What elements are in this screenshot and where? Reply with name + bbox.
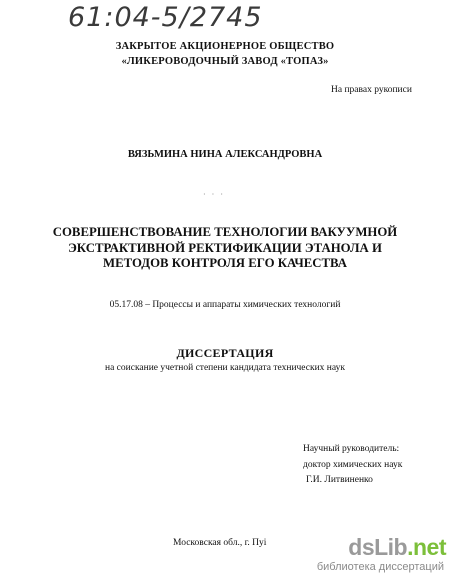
dissertation-title <box>0 225 450 272</box>
title-line: СОВЕРШЕНСТВОВАНИЕ ТЕХНОЛОГИИ ВАКУУМНОЙ <box>52 225 398 239</box>
city-line: Московская обл., г. Пуі <box>173 538 267 548</box>
supervisor-label: Научный руководитель: <box>303 444 400 454</box>
organization-line-2: «ЛИКЕРОВОДОЧНЫЙ ЗАВОД «ТОПАЗ» <box>121 56 329 67</box>
author-name: ВЯЗЬМИНА НИНА АЛЕКСАНДРОВНА <box>127 149 323 160</box>
handwritten-catalog-code: 61:04-5/2745 <box>68 2 263 33</box>
supervisor-degree: доктор химических наук <box>303 460 403 470</box>
degree-statement: на соискание учетной степени кандидата технических наук <box>105 363 345 373</box>
scan-speck: · · · <box>203 190 225 199</box>
title-line: ЭКСТРАКТИВНОЙ РЕКТИФИКАЦИИ ЭТАНОЛА И <box>68 240 382 255</box>
organization-line-1: ЗАКРЫТОЕ АКЦИОНЕРНОЕ ОБЩЕСТВО <box>115 41 335 52</box>
rights-note: На правах рукописи <box>331 85 412 95</box>
specialty-code: 05.17.08 – Процессы и аппараты химических технологий <box>109 300 341 310</box>
watermark-logo: dsLib.net <box>348 534 446 560</box>
dslib-watermark <box>316 534 446 578</box>
document-type: ДИССЕРТАЦИЯ <box>176 346 274 360</box>
watermark-caption: библиотека диссертаций <box>316 561 444 573</box>
supervisor-name: Г.И. Литвиненко <box>306 475 373 485</box>
title-line: МЕТОДОВ КОНТРОЛЯ ЕГО КАЧЕСТВА <box>103 256 347 270</box>
